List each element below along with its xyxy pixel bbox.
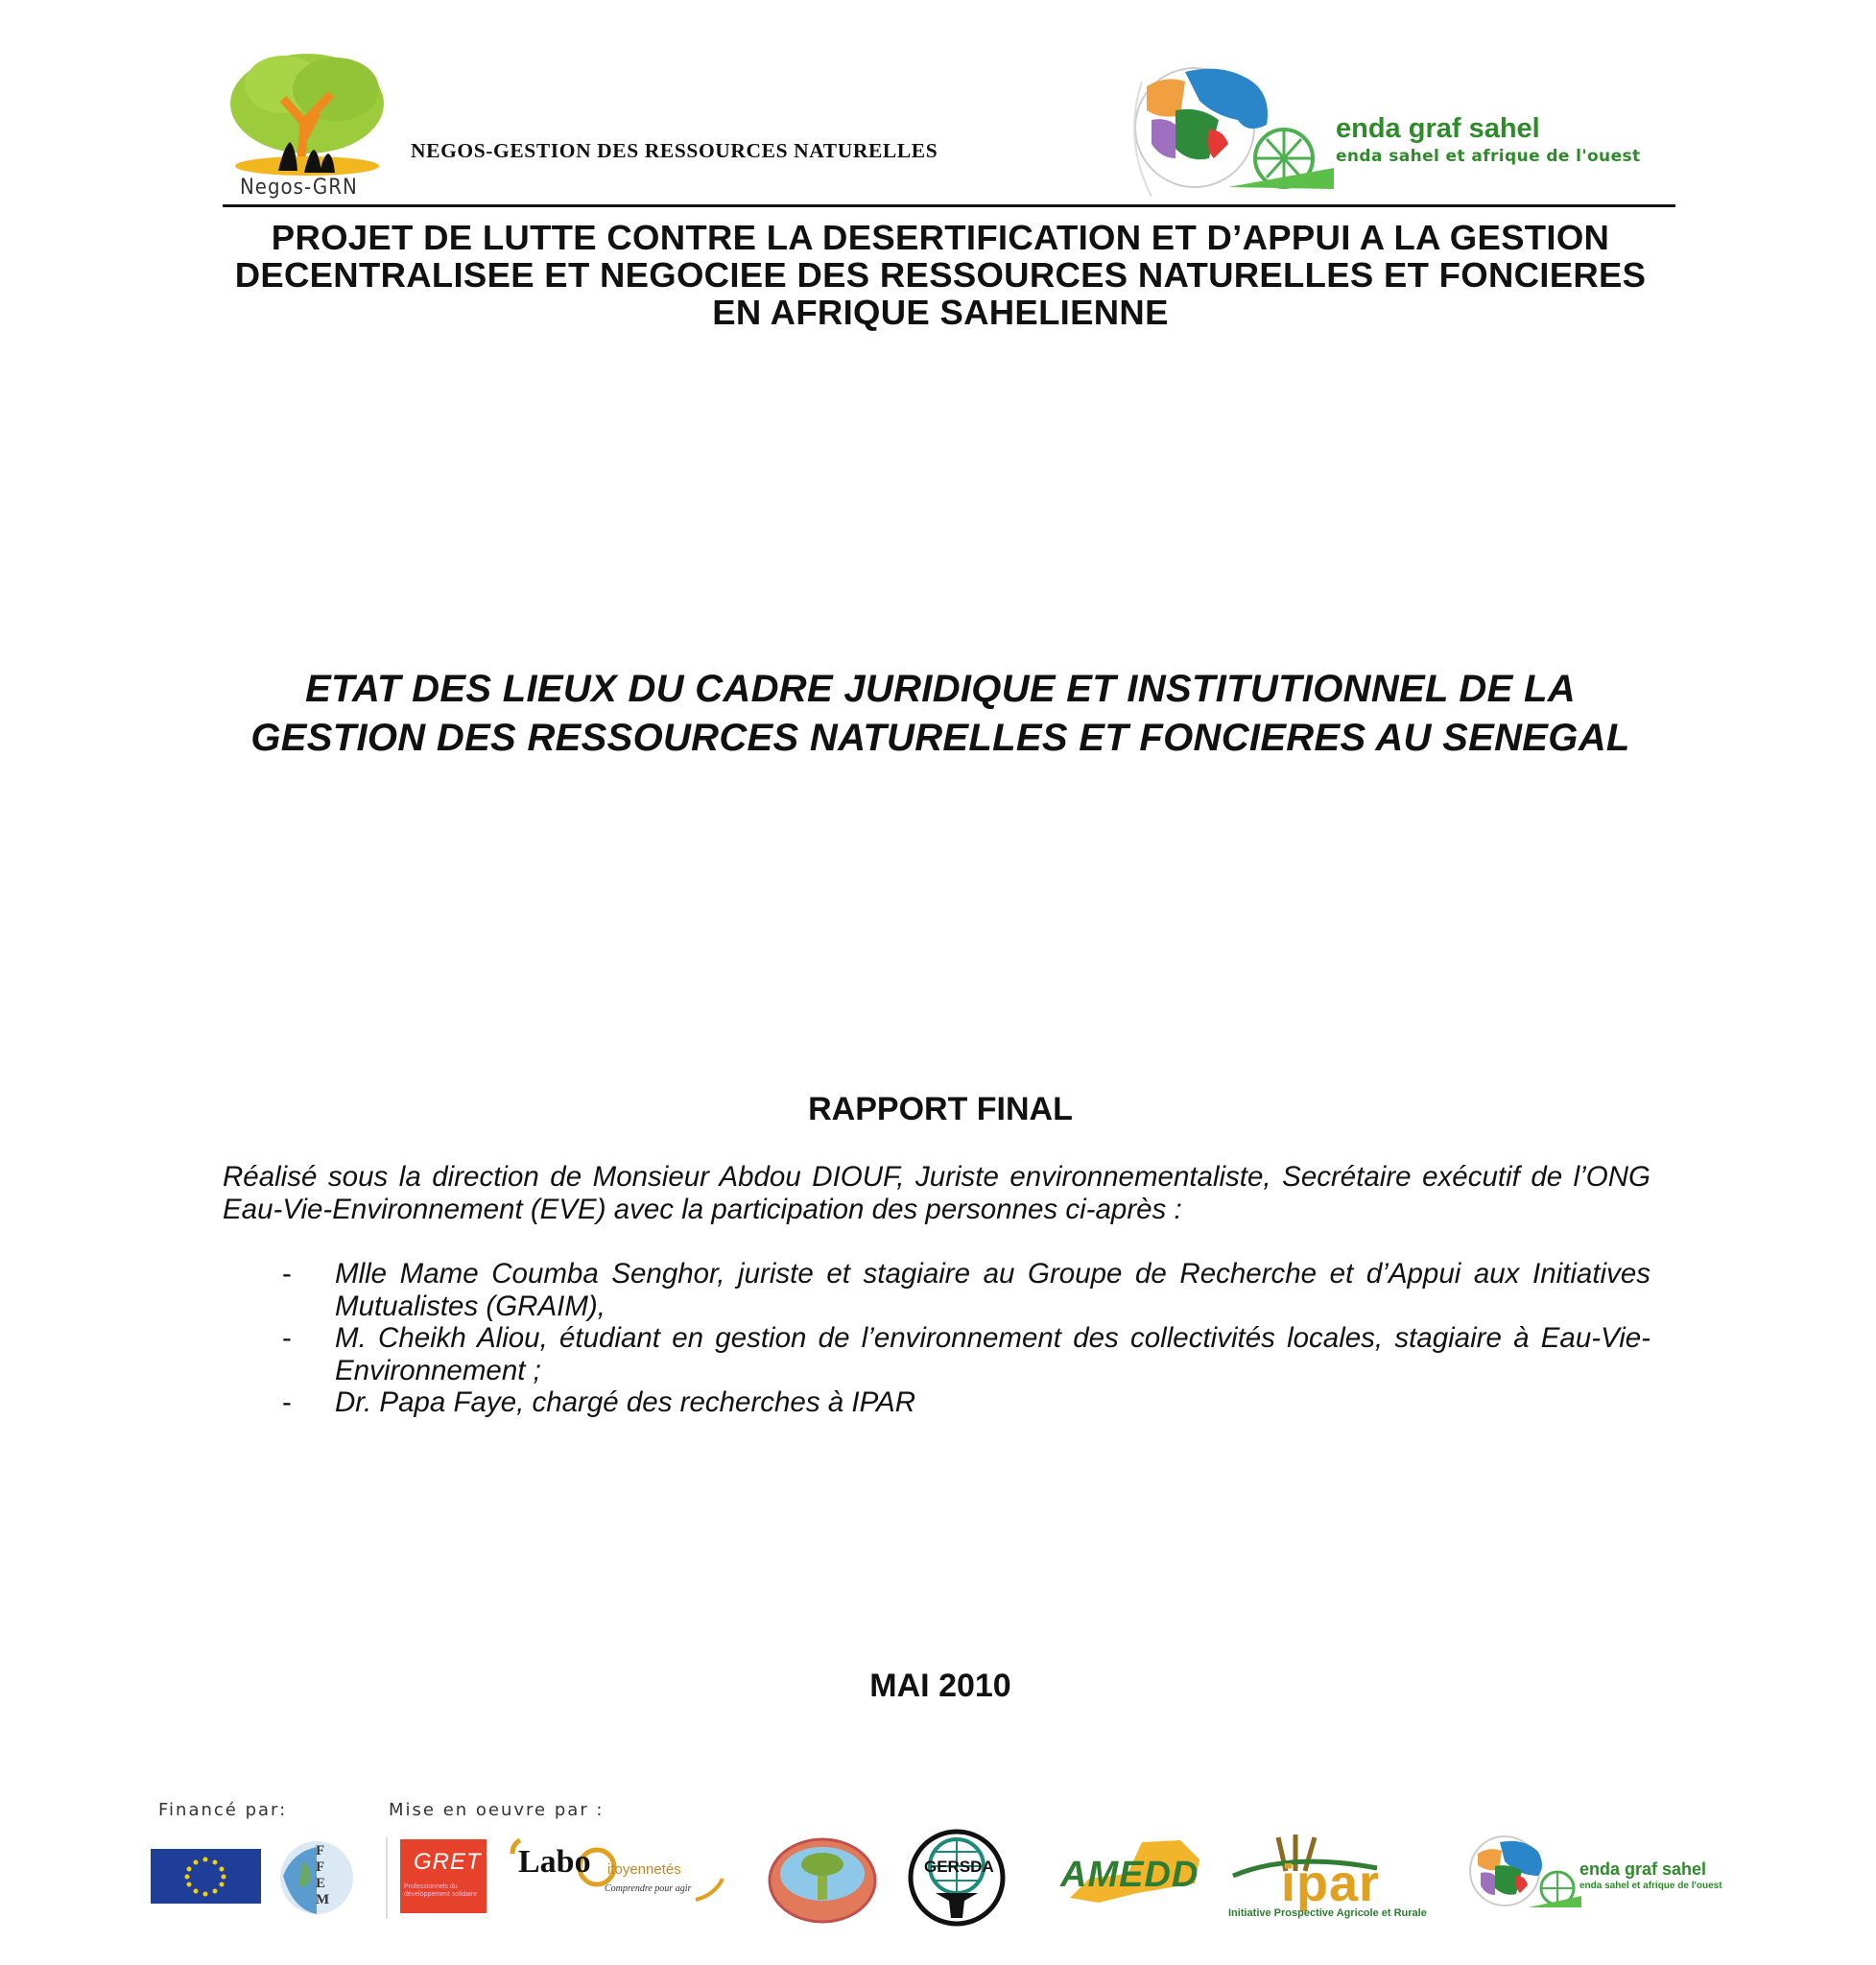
gret-subtitle: Professionnels du développement solidaire <box>404 1883 477 1898</box>
ffem-logo <box>273 1837 365 1919</box>
enda-graf-sahel-name: enda graf sahel <box>1336 113 1540 144</box>
eu-flag-logo <box>151 1849 261 1904</box>
gersda-globe-tree-icon <box>907 1828 1008 1929</box>
eve-seal-logo <box>768 1837 878 1924</box>
participant-text: Dr. Papa Faye, chargé des recherches à IPAR <box>335 1386 916 1418</box>
enda-footer-subtitle: enda sahel et afrique de l'ouest <box>1579 1881 1722 1891</box>
labo-citoyennetes-logo <box>499 1833 734 1909</box>
authorship-intro: Réalisé sous la direction de Monsieur Abdou DIOUF, Juriste environnementaliste, Secrétaire exécutif de l’ONG Eau-Vie-Environnement (EVE) avec la participation des personnes ci-après : <box>223 1161 1650 1225</box>
ipar-name: ipar <box>1281 1855 1381 1912</box>
implemented-by-label: Mise en oeuvre par : <box>389 1800 605 1820</box>
labo-tagline: Comprendre pour agir <box>605 1883 692 1894</box>
amedd-name: AMEDD <box>1060 1855 1199 1895</box>
report-date: MAI 2010 <box>869 1668 1011 1704</box>
enda-graf-sahel-globe-logo <box>1113 53 1334 206</box>
ipar-subtitle: Initiative Prospective Agricole et Rurale <box>1228 1907 1427 1919</box>
ipar-logo <box>1228 1833 1463 1929</box>
list-bullet: - <box>282 1258 292 1290</box>
participant-item <box>223 1322 1650 1386</box>
project-title: PROJET DE LUTTE CONTRE LA DESERTIFICATION ET D’APPUI A LA GESTION DECENTRALISEE ET NEGOCIEE DES RESSOURCES NATURELLES ET FONCIERES EN AFRIQUE SAHELIENNE <box>234 218 1647 332</box>
gersda-name: GERSDA <box>924 1858 994 1876</box>
participant-item <box>223 1386 1650 1419</box>
study-title: ETAT DES LIEUX DU CADRE JURIDIQUE ET INSTITUTIONNEL DE LA GESTION DES RESSOURCES NATURELLES ET FONCIERES AU SENEGAL <box>250 668 1630 759</box>
footer-divider <box>386 1837 388 1919</box>
participant-item <box>223 1258 1650 1322</box>
labo-name: Labo <box>518 1844 591 1880</box>
gret-logo <box>400 1839 487 1913</box>
list-bullet: - <box>282 1322 292 1354</box>
funded-by-label: Financé par: <box>158 1800 288 1820</box>
list-bullet: - <box>282 1386 292 1418</box>
enda-footer-name: enda graf sahel <box>1579 1859 1707 1879</box>
participant-text: Mlle Mame Coumba Senghor, juriste et stagiaire au Groupe de Recherche et d’Appui aux Initiatives Mutualistes (GRAIM), <box>335 1258 1650 1322</box>
ffem-letters: FFEM <box>316 1843 330 1907</box>
amedd-logo <box>1056 1837 1214 1909</box>
gersda-logo <box>907 1828 1008 1929</box>
header-divider <box>223 204 1675 207</box>
organization-heading: NEGOS-GESTION DES RESSOURCES NATURELLES <box>411 139 938 162</box>
enda-graf-sahel-subtitle: enda sahel et afrique de l'ouest <box>1336 147 1641 166</box>
gret-name: GRET <box>414 1849 482 1875</box>
labo-subtitle: itoyennetés <box>607 1861 681 1878</box>
enda-graf-sahel-footer-logo <box>1457 1833 1783 1914</box>
enda-globe-icon <box>1457 1833 1581 1914</box>
report-label: RAPPORT FINAL <box>808 1091 1073 1127</box>
negos-grn-caption: Negos-GRN <box>240 176 358 200</box>
participant-text: M. Cheikh Aliou, étudiant en gestion de l’environnement des collectivités locales, stagiaire à Eau-Vie-Environnement ; <box>335 1322 1650 1386</box>
participants-list <box>223 1258 1650 1419</box>
